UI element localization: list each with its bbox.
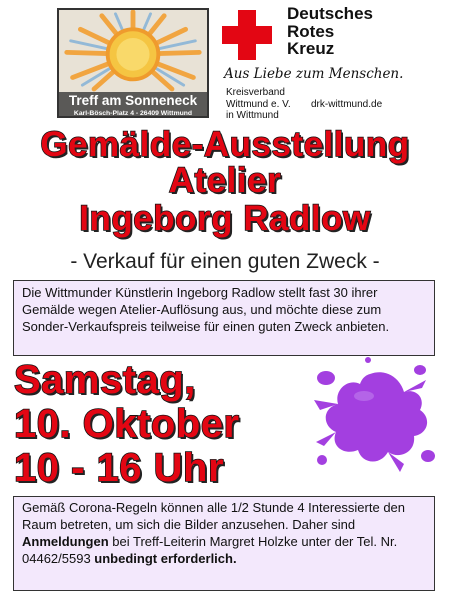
- drk-branch: [226, 87, 291, 122]
- info-text-part: bei Treff-Leiterin Margret Holzke unter der Tel. Nr. 04462/5593: [22, 534, 398, 566]
- subtitle: - Verkauf für einen guten Zweck -: [70, 250, 380, 273]
- date-time: 10 - 16 Uhr: [14, 446, 225, 490]
- corona-info-text: [22, 499, 426, 567]
- info-text-part: Gemäß Corona-Regeln können alle 1/2 Stunde 4 Interessierte den Raum betreten, um sich die Bilder anzusehen. Daher sind: [22, 500, 406, 532]
- drk-website: drk-wittmund.de: [311, 98, 383, 110]
- treff-logo: [57, 8, 209, 118]
- description-box: [13, 280, 435, 356]
- drk-slogan: Aus Liebe zum Menschen.: [224, 66, 404, 82]
- drk-title: [287, 5, 373, 58]
- drk-branch-line: Kreisverband: [226, 87, 285, 98]
- drk-branch-line: Wittmund e. V.: [226, 98, 291, 110]
- drk-title-line: Rotes: [287, 21, 335, 41]
- paint-splash-icon: [308, 356, 438, 476]
- corona-info-box: [13, 496, 435, 591]
- drk-branch-line: in Wittmund: [226, 110, 279, 121]
- info-bold-required: unbedingt erforderlich.: [94, 551, 237, 566]
- red-cross-icon: [222, 10, 272, 60]
- logo-address: Karl-Bösch-Platz 4 - 26409 Wittmund: [59, 109, 207, 118]
- date-day: 10. Oktober: [14, 402, 240, 446]
- date-weekday: Samstag,: [14, 358, 196, 402]
- drk-title-line: Kreuz: [287, 39, 335, 58]
- description-text: Die Wittmunder Künstlerin Ingeborg Radlow stellt fast 30 ihrer Gemälde wegen Atelier-Auflösung aus, und möchte diese zum Sonder-Verkaufspreis teilweise für einen guten Zweck anbieten.: [22, 285, 390, 334]
- drk-title-line: Deutsches: [287, 4, 373, 23]
- title-exhibition: Gemälde-Ausstellung: [40, 125, 410, 164]
- title-artist: Ingeborg Radlow: [79, 199, 371, 238]
- logo-name: Treff am Sonneneck: [59, 92, 207, 109]
- info-bold-registration: Anmeldungen: [22, 534, 109, 549]
- title-atelier: Atelier: [168, 161, 282, 200]
